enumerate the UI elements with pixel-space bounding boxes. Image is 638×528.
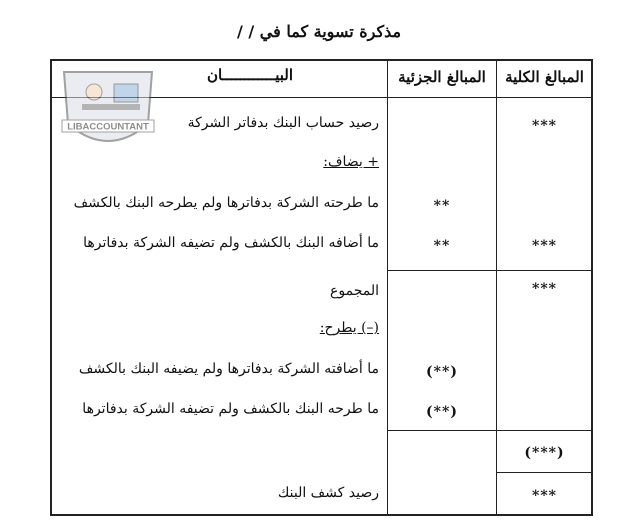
desk-shape bbox=[82, 104, 140, 110]
row-added-by-bank-total: *** bbox=[532, 238, 557, 254]
section-divider-subtotal bbox=[387, 270, 592, 271]
row-added-by-bank-partial: ** bbox=[433, 238, 451, 254]
row-deducted-by-bank-partial: (**) bbox=[426, 404, 458, 420]
row-bank-statement-balance: رصيد كشف البنك bbox=[277, 485, 379, 501]
row-add-label: + يضاف: bbox=[323, 154, 379, 170]
row-added-by-company: ما أضافته الشركة بدفاترها ولم يضيفه البنك بالكشف bbox=[78, 361, 379, 377]
column-divider-statement bbox=[387, 60, 388, 515]
figure-head bbox=[86, 84, 102, 100]
header-total-amounts: المبالغ الكلية bbox=[505, 68, 584, 86]
row-added-by-company-partial: (**) bbox=[426, 364, 458, 380]
row-subtract-label: (–) يطرح: bbox=[319, 320, 379, 336]
row-subtotal-total: *** bbox=[532, 281, 557, 297]
row-subtraction-total: (***) bbox=[524, 445, 565, 461]
row-deducted-by-company: ما طرحته الشركة بدفاترها ولم يطرحه البنك بالكشف bbox=[73, 195, 379, 211]
row-bank-statement-balance-total: *** bbox=[532, 488, 557, 504]
row-bank-balance-books: رصيد حساب البنك بدفاتر الشركة bbox=[187, 115, 379, 131]
row-added-by-bank: ما أضافه البنك بالكشف ولم تضيفه الشركة بدفاترها bbox=[83, 235, 379, 251]
page-title: مذكرة تسوية كما في / / bbox=[236, 22, 402, 41]
section-divider-final bbox=[497, 472, 592, 473]
libaccountant-logo bbox=[58, 66, 158, 156]
row-bank-balance-books-total: *** bbox=[532, 118, 557, 134]
row-deducted-by-company-partial: ** bbox=[433, 198, 451, 214]
logo-text: LIBACCOUNTANT bbox=[67, 121, 149, 133]
header-partial-amounts: المبالغ الجزئية bbox=[398, 68, 486, 86]
row-subtotal: المجموع bbox=[330, 283, 379, 299]
row-deducted-by-bank: ما طرحه البنك بالكشف ولم تضيفه الشركة بدفاترها bbox=[82, 401, 379, 417]
monitor-shape bbox=[114, 84, 138, 102]
header-statement: البيــــــــــــان bbox=[206, 66, 294, 84]
section-divider-subtraction bbox=[387, 430, 592, 431]
